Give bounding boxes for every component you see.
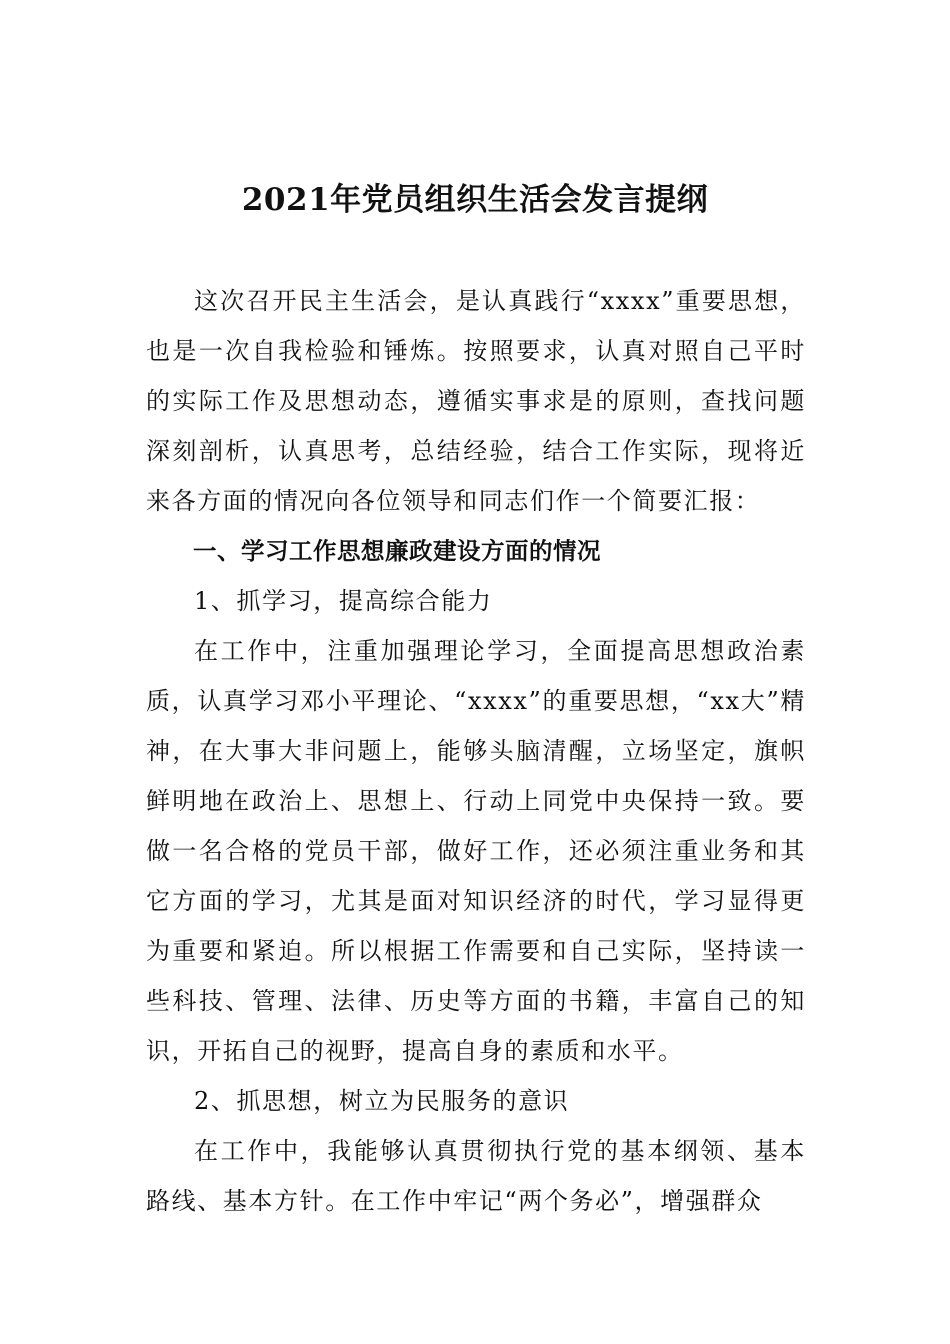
subsection-heading: 2、抓思想，树立为民服务的意识 (194, 1087, 570, 1115)
subsection-heading: 1、抓学习，提高综合能力 (194, 587, 493, 615)
document-body (146, 276, 806, 1226)
section-heading: 一、学习工作思想廉政建设方面的情况 (193, 537, 601, 565)
intro-paragraph: 这次召开民主生活会，是认真践行“xxxx”重要思想，也是一次自我检验和锤炼。按照要求，认真对照自己平时的实际工作及思想动态，遵循实事求是的原则，查找问题深刻剖析，认真思考，总结经验，结合工作实际，现将近来各方面的情况向各位领导和同志们作一个简要汇报： (146, 287, 806, 515)
body-paragraph: 在工作中，注重加强理论学习，全面提高思想政治素质，认真学习邓小平理论、“xxxx”的重要思想，“xx大”精神，在大事大非问题上，能够头脑清醒，立场坚定，旗帜鲜明地在政治上、思想上、行动上同党中央保持一致。要做一名合格的党员干部，做好工作，还必须注重业务和其它方面的学习，尤其是面对知识经济的时代，学习显得更为重要和紧迫。所以根据工作需要和自己实际，坚持读一些科技、管理、法律、历史等方面的书籍，丰富自己的知识，开拓自己的视野，提高自身的素质和水平。 (146, 637, 806, 1065)
document-title: 2021年党员组织生活会发言提纲 (241, 182, 709, 218)
body-paragraph: 在工作中，我能够认真贯彻执行党的基本纲领、基本路线、基本方针。在工作中牢记“两个务必”，增强群众 (146, 1137, 806, 1215)
